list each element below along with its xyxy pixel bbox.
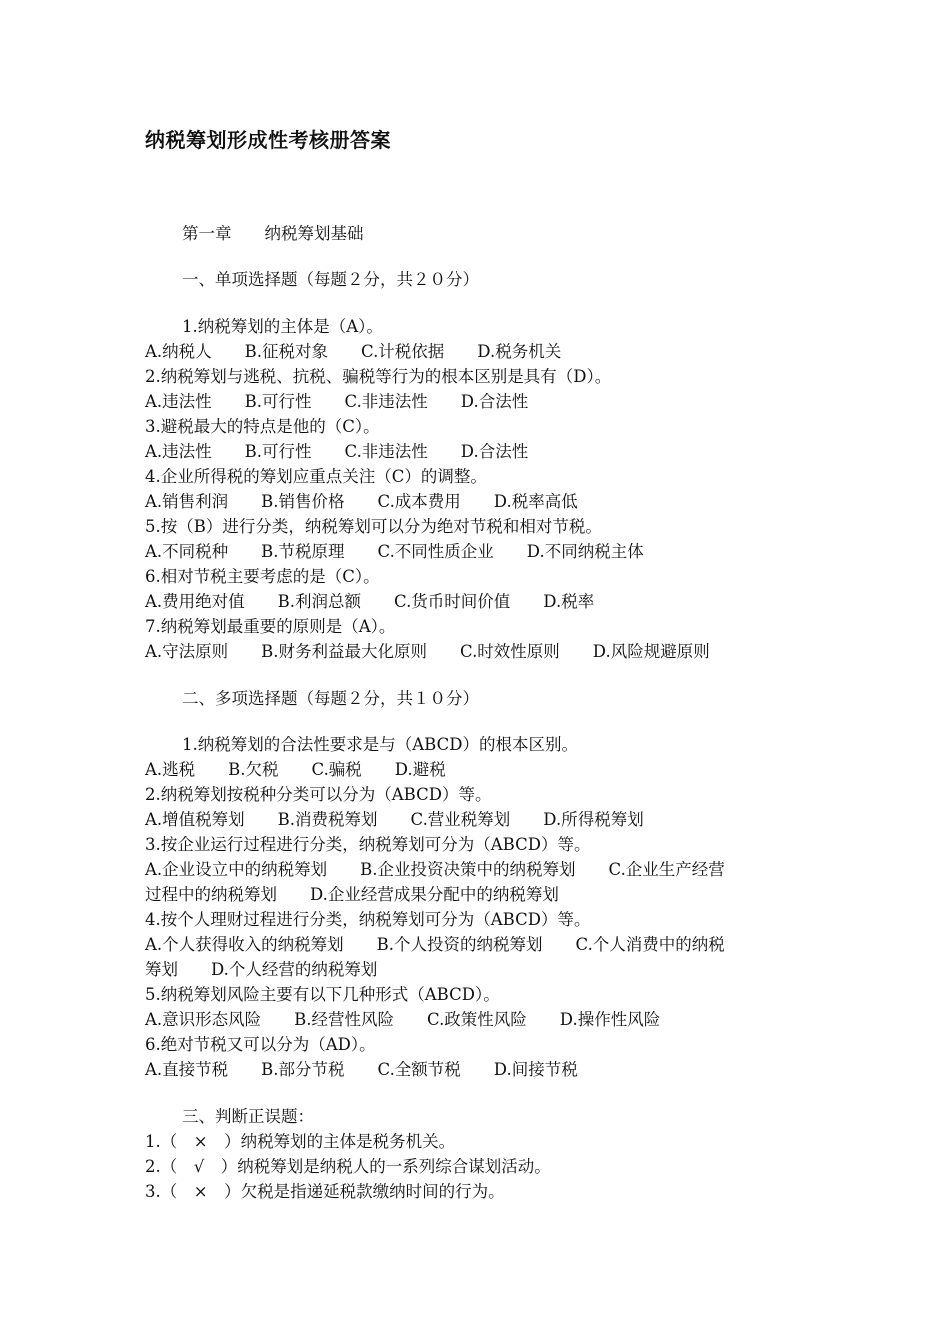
question-line: 3.避税最大的特点是他的（C）。 <box>145 417 380 436</box>
judgment-line: 3.（ × ）欠税是指递延税款缴纳时间的行为。 <box>145 1182 505 1201</box>
section-heading-true-false: 三、判断正误题： <box>182 1107 314 1126</box>
options-line: A.企业设立中的纳税筹划 B.企业投资决策中的纳税筹划 C.企业生产经营 <box>145 860 725 879</box>
options-line: A.直接节税 B.部分节税 C.全额节税 D.间接节税 <box>145 1060 578 1079</box>
options-line: A.增值税筹划 B.消费税筹划 C.营业税筹划 D.所得税筹划 <box>145 810 644 829</box>
question-line: 2.纳税筹划按税种分类可以分为（ABCD）等。 <box>145 785 492 804</box>
question-line: 4.按个人理财过程进行分类，纳税筹划可分为（ABCD）等。 <box>145 910 591 929</box>
section-heading-single-choice: 一、单项选择题（每题２分，共２０分） <box>182 270 479 289</box>
options-line: A.不同税种 B.节税原理 C.不同性质企业 D.不同纳税主体 <box>145 542 644 561</box>
options-line: A.逃税 B.欠税 C.骗税 D.避税 <box>145 760 446 779</box>
judgment-line: 1.（ × ）纳税筹划的主体是税务机关。 <box>145 1132 456 1151</box>
question-line: 7.纳税筹划最重要的原则是（A）。 <box>145 617 396 636</box>
question-line: 5.按（B）进行分类，纳税筹划可以分为绝对节税和相对节税。 <box>145 517 602 536</box>
options-line: A.违法性 B.可行性 C.非违法性 D.合法性 <box>145 392 529 411</box>
section-heading-multiple-choice: 二、多项选择题（每题２分，共１０分） <box>182 689 479 708</box>
options-line: A.销售利润 B.销售价格 C.成本费用 D.税率高低 <box>145 492 578 511</box>
options-line: A.违法性 B.可行性 C.非违法性 D.合法性 <box>145 442 529 461</box>
judgment-line: 2.（ √ ）纳税筹划是纳税人的一系列综合谋划活动。 <box>145 1157 551 1176</box>
chapter-heading: 第一章 纳税筹划基础 <box>182 224 364 243</box>
question-line: 1.纳税筹划的主体是（A）。 <box>182 317 383 336</box>
options-line: 过程中的纳税筹划 D.企业经营成果分配中的纳税筹划 <box>145 885 559 904</box>
question-line: 1.纳税筹划的合法性要求是与（ABCD）的根本区别。 <box>182 735 578 754</box>
options-line: A.意识形态风险 B.经营性风险 C.政策性风险 D.操作性风险 <box>145 1010 661 1029</box>
options-line: 筹划 D.个人经营的纳税筹划 <box>145 960 378 979</box>
question-line: 3.按企业运行过程进行分类，纳税筹划可分为（ABCD）等。 <box>145 835 591 854</box>
question-line: 6.绝对节税又可以分为（AD）。 <box>145 1035 376 1054</box>
document-title: 纳税筹划形成性考核册答案 <box>145 128 391 152</box>
options-line: A.纳税人 B.征税对象 C.计税依据 D.税务机关 <box>145 342 562 361</box>
question-line: 6.相对节税主要考虑的是（C）。 <box>145 567 380 586</box>
question-line: 5.纳税筹划风险主要有以下几种形式（ABCD）。 <box>145 985 500 1004</box>
question-line: 4.企业所得税的筹划应重点关注（C）的调整。 <box>145 467 487 486</box>
question-line: 2.纳税筹划与逃税、抗税、骗税等行为的根本区别是具有（D）。 <box>145 367 612 386</box>
options-line: A.个人获得收入的纳税筹划 B.个人投资的纳税筹划 C.个人消费中的纳税 <box>145 935 725 954</box>
options-line: A.守法原则 B.财务利益最大化原则 C.时效性原则 D.风险规避原则 <box>145 642 710 661</box>
options-line: A.费用绝对值 B.利润总额 C.货币时间价值 D.税率 <box>145 592 595 611</box>
